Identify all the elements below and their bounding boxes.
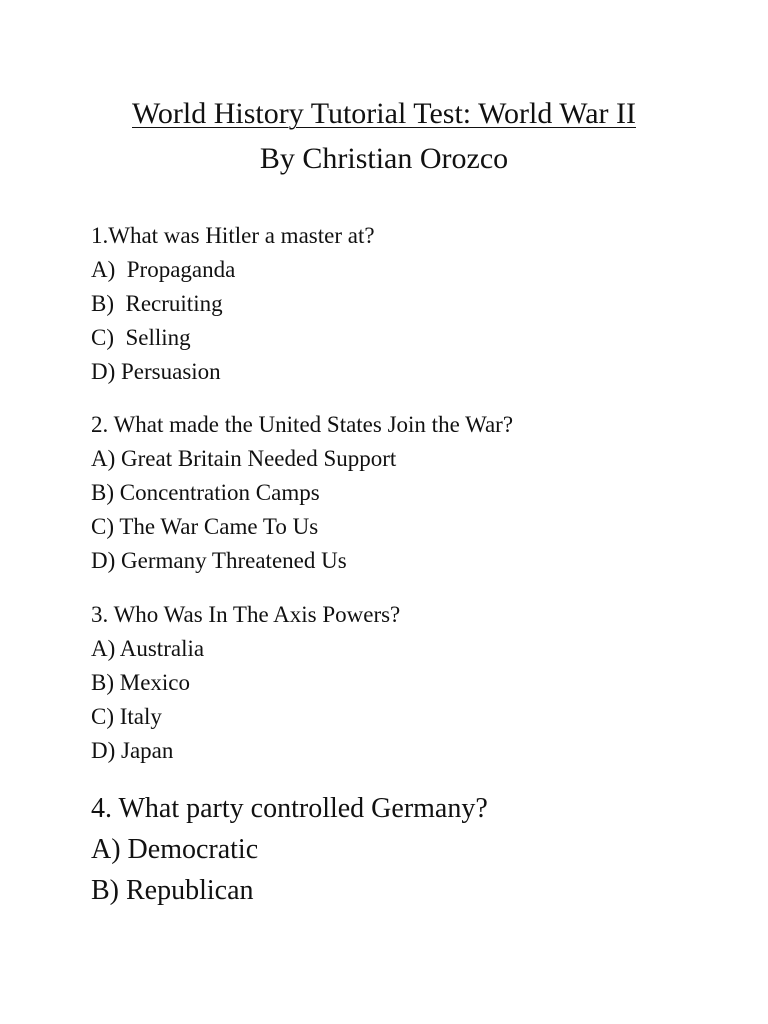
question-3-option-d: D) Japan bbox=[91, 738, 174, 763]
question-1-option-d: D) Persuasion bbox=[91, 359, 221, 384]
question-1-prompt: 1.What was Hitler a master at? bbox=[91, 223, 375, 248]
question-1-option-a: A) Propaganda bbox=[91, 257, 236, 282]
question-4-prompt: 4. What party controlled Germany? bbox=[91, 793, 488, 824]
question-1 bbox=[91, 219, 731, 389]
question-1-option-b: B) Recruiting bbox=[91, 291, 223, 316]
question-3-prompt: 3. Who Was In The Axis Powers? bbox=[91, 602, 401, 627]
question-2-option-d: D) Germany Threatened Us bbox=[91, 548, 347, 573]
document-title-text: World History Tutorial Test: World War II bbox=[132, 97, 636, 130]
question-2-option-a: A) Great Britain Needed Support bbox=[91, 446, 397, 471]
question-1-option-c: C) Selling bbox=[91, 325, 191, 350]
question-3-option-c: C) Italy bbox=[91, 704, 162, 729]
question-4-option-b: B) Republican bbox=[91, 875, 254, 906]
author-line: By Christian Orozco bbox=[259, 142, 509, 175]
question-2-option-b: B) Concentration Camps bbox=[91, 480, 320, 505]
question-2 bbox=[91, 408, 731, 578]
question-2-option-c: C) The War Came To Us bbox=[91, 514, 319, 539]
document-title bbox=[0, 96, 768, 132]
question-3 bbox=[91, 598, 731, 768]
question-4 bbox=[91, 788, 731, 911]
question-2-prompt: 2. What made the United States Join the War? bbox=[91, 412, 514, 437]
question-3-option-b: B) Mexico bbox=[91, 670, 191, 695]
question-3-option-a: A) Australia bbox=[91, 636, 205, 661]
question-4-option-a: A) Democratic bbox=[91, 834, 259, 865]
